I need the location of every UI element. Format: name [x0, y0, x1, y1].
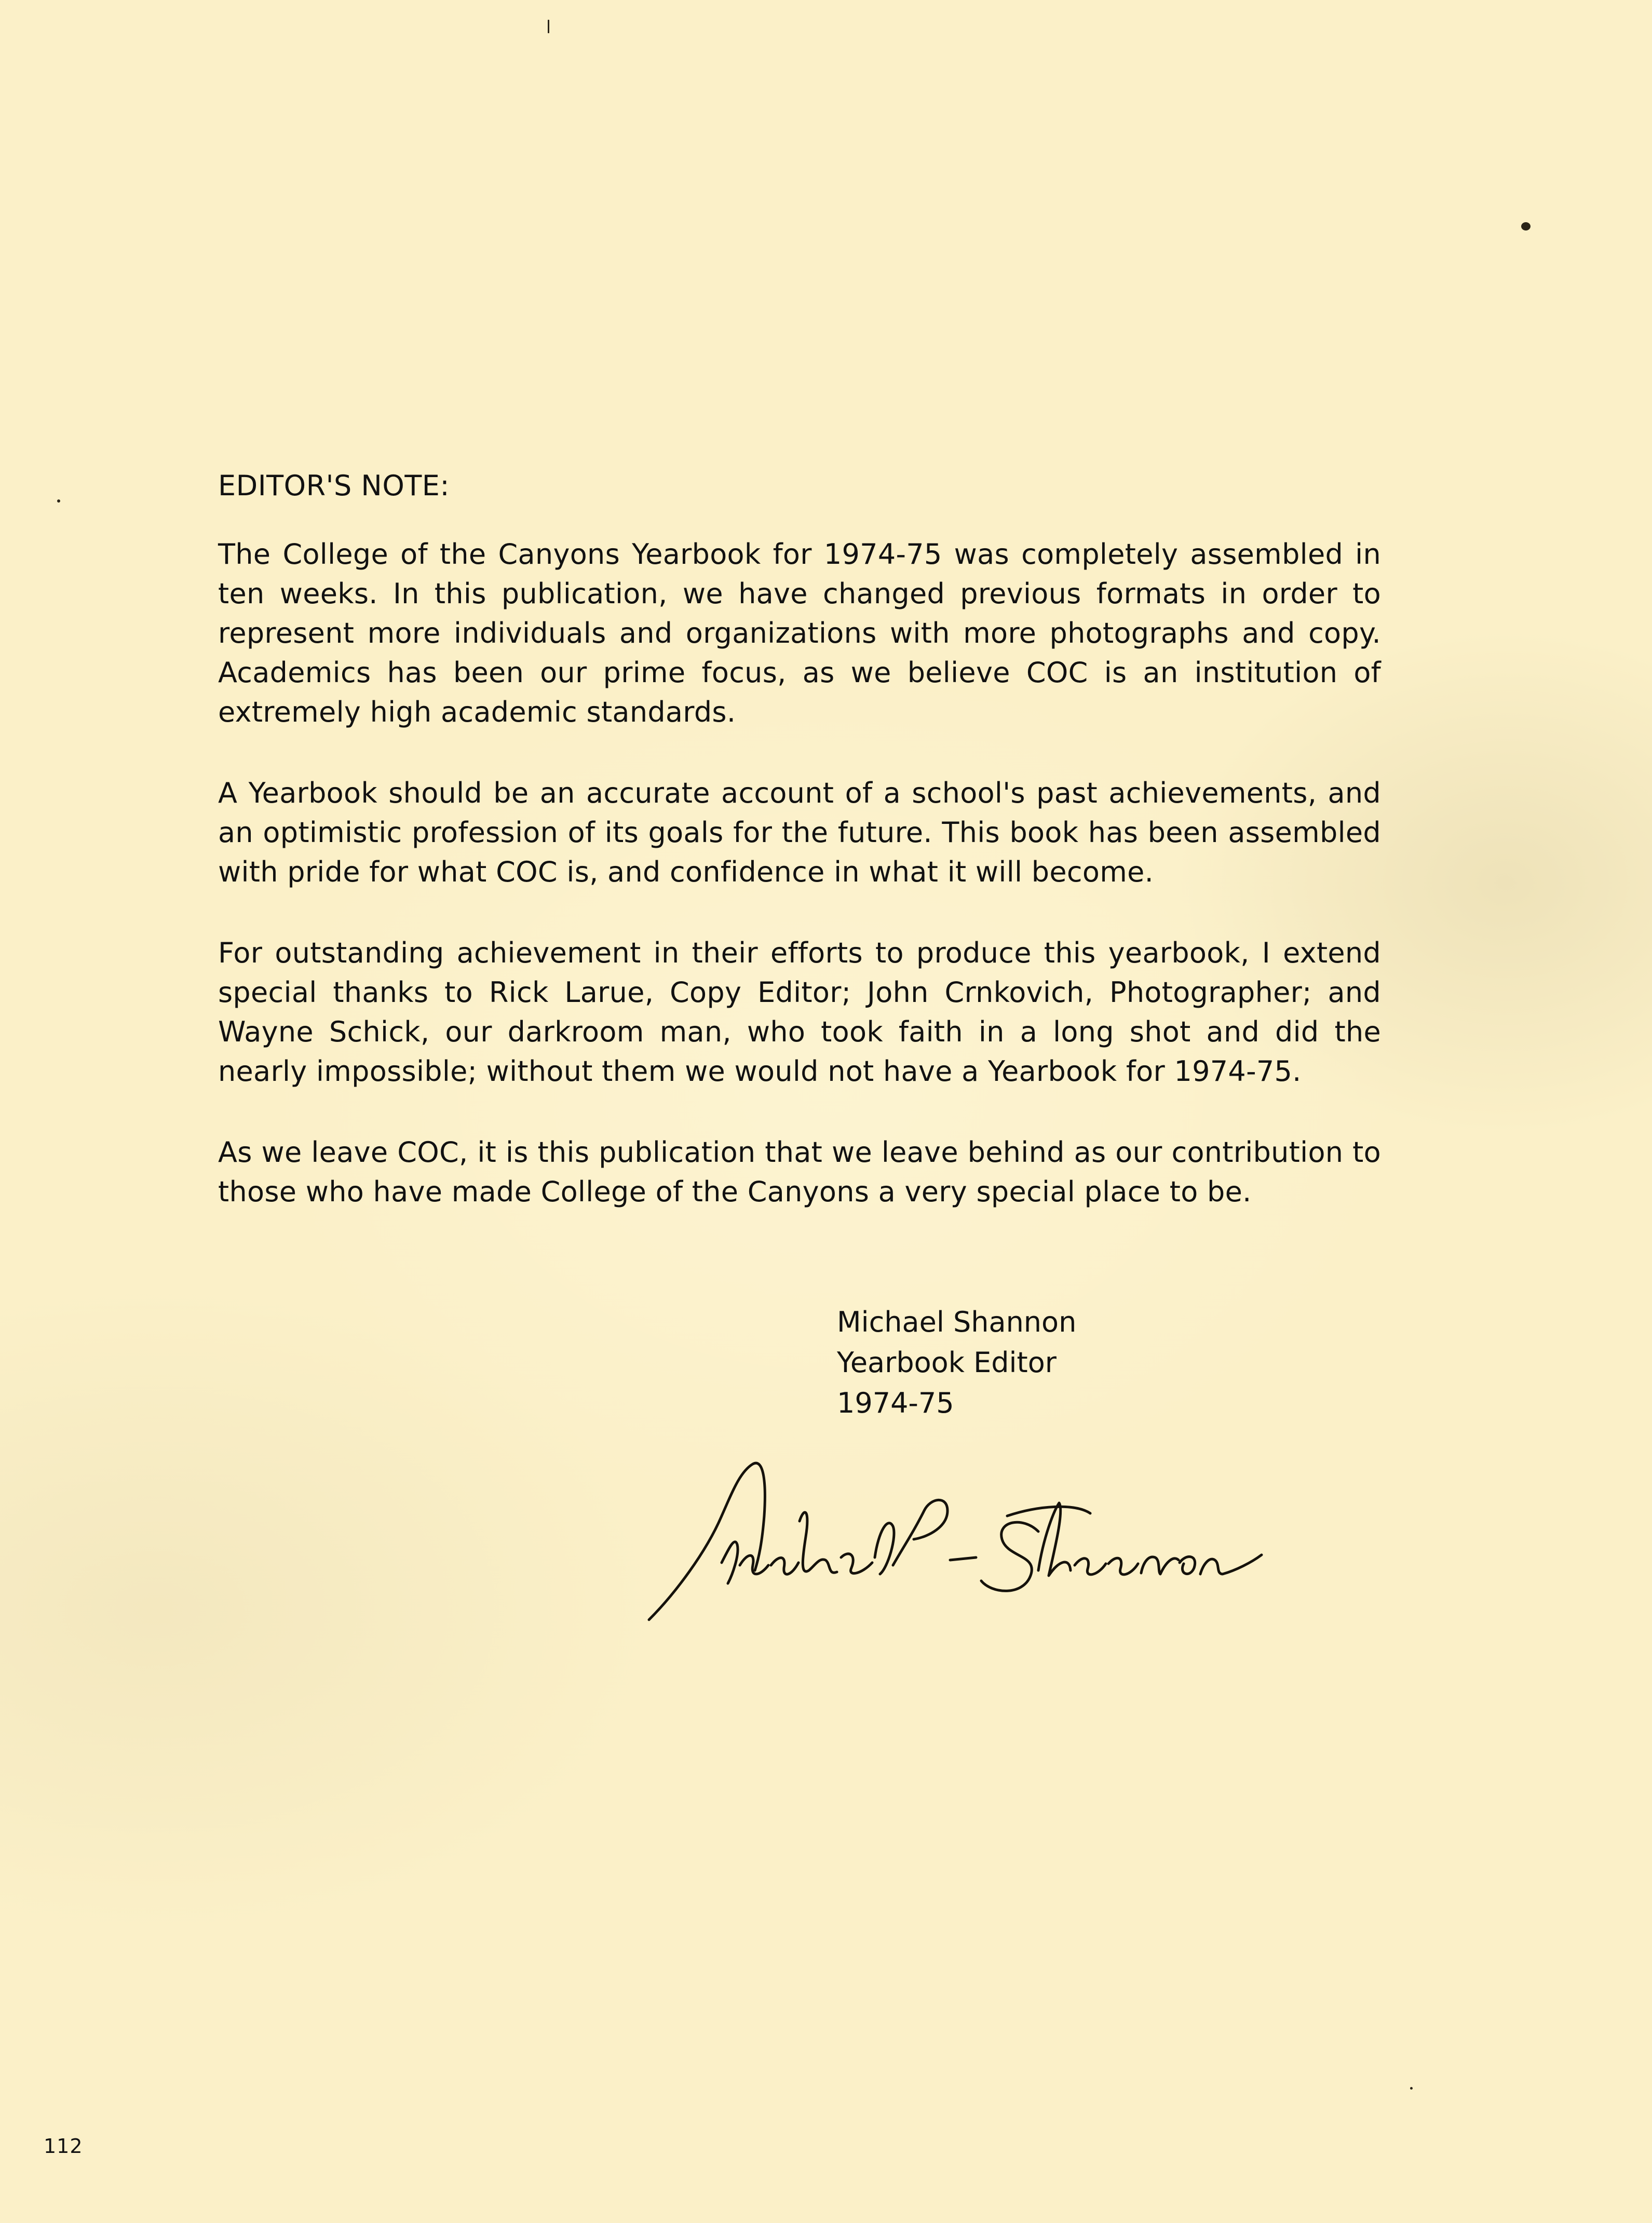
editor-year: 1974-75: [837, 1387, 954, 1419]
paper-speck: [1410, 2087, 1413, 2090]
paper-speck: [548, 20, 549, 33]
editor-name: Michael Shannon: [837, 1306, 1077, 1338]
editor-title: Yearbook Editor: [837, 1346, 1057, 1379]
page-number: 112: [44, 2135, 83, 2158]
editors-note: [218, 467, 1381, 1253]
paper-speck: [57, 499, 60, 503]
sign-off: [837, 1302, 1076, 1424]
handwritten-signature: [644, 1454, 1298, 1641]
paper-speck: [1521, 222, 1531, 231]
note-heading: EDITOR'S NOTE:: [218, 469, 450, 502]
note-paragraph-3: For outstanding achievement in their efforts to produce this yearbook, I extend special thanks to Rick Larue, Copy Editor; John Crnkovich, Photographer; and Wayne Schick, our darkroom man, who took faith in a long shot and did the nearly impossible; without them we would not have a Yearbook for 1974-75.: [218, 937, 1381, 1088]
note-paragraph-2: A Yearbook should be an accurate account of a school's past achievements, and an optimistic profession of its goals for the future. This book has been assembled with pride for what COC is, and confidence in what it will become.: [218, 777, 1381, 888]
note-paragraph-4: As we leave COC, it is this publication that we leave behind as our contribution to those who have made College of the Canyons a very special place to be.: [218, 1136, 1381, 1208]
note-paragraph-1: The College of the Canyons Yearbook for 1974-75 was completely assembled in ten weeks. In this publication, we have changed previous formats in order to represent more individuals and organizations with more photographs and copy. Academics has been our prime focus, as we believe COC is an institution of extremely high academic standards.: [218, 538, 1381, 728]
